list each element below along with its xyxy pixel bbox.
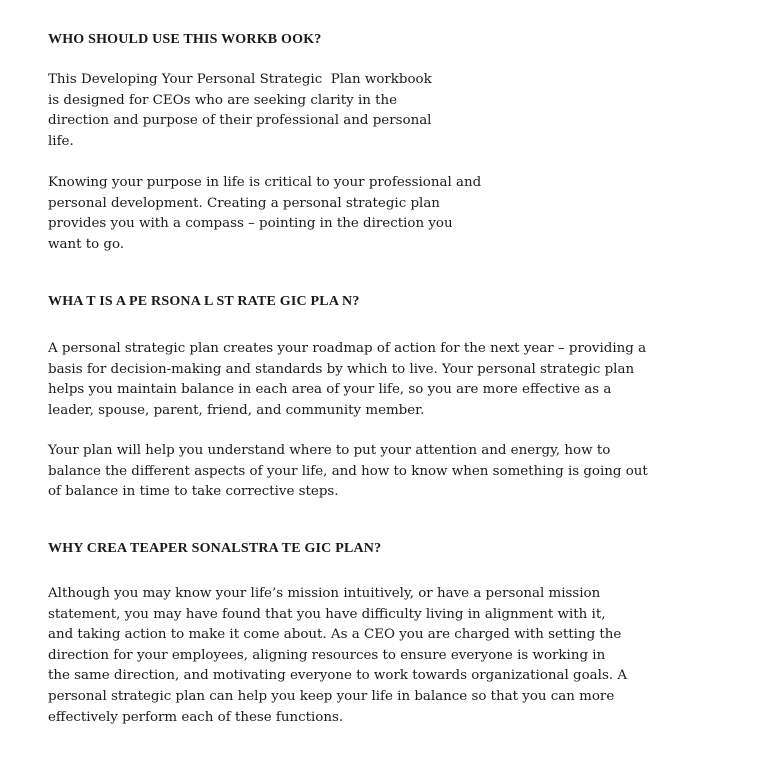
- section-heading-who-should-use: WHO SHOULD USE THIS WORKB OOK?: [48, 32, 322, 47]
- text-line: want to go.: [48, 236, 125, 252]
- text-line: Although you may know your life’s mission intuitively, or have a personal mission: [48, 586, 601, 601]
- text-line: balance the different aspects of your life, and how to know when something is going out: [48, 463, 648, 479]
- text-line: Knowing your purpose in life is critical to your professional and: [48, 175, 482, 190]
- paragraph-plan-benefits: [48, 441, 648, 503]
- text-line: statement, you may have found that you have difficulty living in alignment with it,: [48, 606, 606, 622]
- paragraph-why-create: [48, 584, 627, 728]
- text-line: the same direction, and motivating everyone to work towards organizational goals. A: [48, 668, 628, 684]
- text-line: leader, spouse, parent, friend, and community member.: [48, 402, 425, 418]
- text-line: This Developing Your Personal Strategic Plan workbook: [48, 72, 432, 87]
- text-line: helps you maintain balance in each area of your life, so you are more effective as a: [48, 382, 612, 398]
- text-line: basis for decision-making and standards by which to live. Your personal strategic plan: [48, 361, 635, 377]
- text-line: Your plan will help you understand where to put your attention and energy, how to: [48, 443, 611, 458]
- text-line: life.: [48, 133, 74, 149]
- text-line: and taking action to make it come about. As a CEO you are charged with setting the: [48, 627, 622, 643]
- text-line: provides you with a compass – pointing in the direction you: [48, 216, 453, 232]
- section-heading-what-is-plan: WHA T IS A PE RSONA L ST RATE GIC PLA N?: [48, 294, 360, 309]
- paragraph-purpose: [48, 173, 481, 255]
- text-line: direction for your employees, aligning resources to ensure everyone is working in: [48, 647, 606, 663]
- text-line: is designed for CEOs who are seeking clarity in the: [48, 92, 398, 108]
- text-line: personal strategic plan can help you keep your life in balance so that you can more: [48, 688, 615, 704]
- paragraph-plan-definition: [48, 339, 646, 421]
- text-line: personal development. Creating a personal strategic plan: [48, 195, 440, 211]
- text-line: direction and purpose of their professional and personal: [48, 113, 432, 129]
- text-line: effectively perform each of these functions.: [48, 709, 344, 725]
- text-line: A personal strategic plan creates your roadmap of action for the next year – providing a: [48, 341, 647, 356]
- paragraph-workbook-audience: [48, 70, 432, 152]
- section-heading-why-create-plan: WHY CREA TEAPER SONALSTRA TE GIC PLAN?: [48, 541, 382, 556]
- text-line: of balance in time to take corrective steps.: [48, 484, 339, 500]
